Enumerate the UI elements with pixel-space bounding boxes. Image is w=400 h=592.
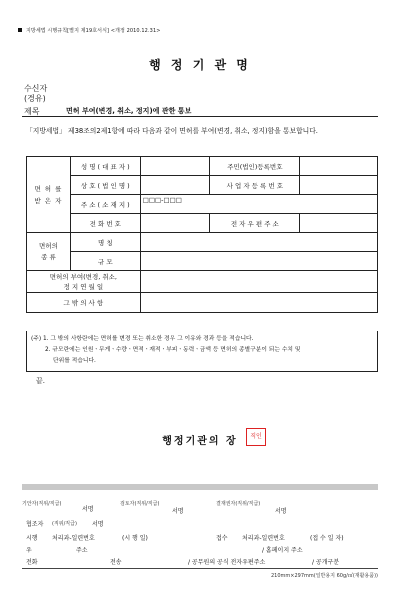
receive-date: (접 수 일 자) <box>310 535 344 542</box>
business-number-label: 사 업 자 등 록 번 호 <box>210 176 300 195</box>
phone-label: 전 화 번 호 <box>70 214 140 233</box>
license-name-label: 명 칭 <box>70 233 140 252</box>
cooperator-sign: 서명 <box>92 521 104 528</box>
recipient-group-label: 면 허 를 받 은 자 <box>27 157 71 233</box>
grant-date-label: 면허의 부여(변경, 취소, 정 지 연 월 일 <box>27 271 141 293</box>
id-number-value[interactable] <box>300 157 378 176</box>
issuer-name: 행정기관의 장 <box>162 436 238 447</box>
address-label: 주 소 ( 소 재 지 ) <box>70 195 140 214</box>
cooperator-label: 협조자 <box>26 521 44 528</box>
email-value[interactable] <box>300 214 378 233</box>
note-line-1: (주) 1. 그 밖의 사항란에는 면허를 변경 또는 취소한 경우 그 이유와 경과 등을 적습니다. <box>31 336 254 342</box>
license-name-value[interactable] <box>140 233 377 252</box>
license-info-table <box>26 156 378 313</box>
license-scale-label: 규 모 <box>70 252 140 271</box>
license-scale-value[interactable] <box>140 252 377 271</box>
email-label: 전 자 우 편 주 소 <box>210 214 300 233</box>
enforce-date: (시 행 일) <box>122 535 148 542</box>
fax-label: 전송 <box>110 559 122 566</box>
business-number-value[interactable] <box>300 176 378 195</box>
subject-divider <box>22 116 378 117</box>
note-line-3: 단위를 적습니다. <box>53 358 96 364</box>
receive-label: 접수 <box>216 535 228 542</box>
form-header-note: 지방세법 시행규칙[별지 제19호서식] <개정 2010.12.31> <box>18 27 161 34</box>
notes-box <box>26 331 378 372</box>
trade-name-label: 상 호 ( 법 인 명 ) <box>70 176 140 195</box>
receive-number: 처리과-일련번호 <box>242 535 285 542</box>
intro-paragraph: 「지방세법」 제38조의2제1항에 따라 다음과 같이 면허를 부여(변경, 취소, 정지)함을 통보합니다. <box>26 127 318 135</box>
footer-rule <box>22 568 378 569</box>
subject-label: 제목 <box>24 107 40 116</box>
end-mark: 끝. <box>36 377 45 385</box>
reviewer-label: 검토자(직위/직급) <box>120 501 160 507</box>
approver-sign: 서명 <box>275 508 287 515</box>
disclosure-label: / 공개구분 <box>312 559 340 566</box>
reviewer-sign: 서명 <box>172 508 184 515</box>
approver-label: 결재권자(직위/직급) <box>216 501 261 507</box>
grant-date-value[interactable] <box>140 271 377 293</box>
id-number-label: 주민(법인)등록번호 <box>210 157 300 176</box>
drafter-label: 기안자(직위/직급) <box>22 501 62 507</box>
enforce-label: 시행 <box>26 535 38 542</box>
official-email-label: / 공무원의 공식 전자우편주소 <box>188 559 266 566</box>
bullet-square-icon <box>18 28 22 32</box>
address-footer-label: 주소 <box>76 547 88 554</box>
homepage-label: / 홈페이지 주소 <box>262 547 303 554</box>
official-seal-stamp: 직인 <box>246 428 266 446</box>
enforce-number: 처리과-일련번호 <box>52 535 95 542</box>
other-matters-label: 그 밖 의 사 항 <box>27 293 141 313</box>
subject-value: 면허 부여(변경, 취소, 정지)에 관한 통보 <box>66 107 192 115</box>
via-label: (경유) <box>24 94 46 103</box>
postal-code-label: 우 <box>26 547 32 554</box>
page-title: 행 정 기 관 명 <box>149 58 251 72</box>
paper-spec: 210mm×297mm(일반용지 60g/㎡(재활용품)) <box>270 573 378 579</box>
cooperator-sub: (직위/직급) <box>52 521 77 527</box>
name-label: 성 명 ( 대 표 자 ) <box>70 157 140 176</box>
trade-name-value[interactable] <box>140 176 210 195</box>
name-value[interactable] <box>140 157 210 176</box>
other-matters-value[interactable] <box>140 293 377 313</box>
address-value[interactable]: □□□-□□□ <box>140 195 377 214</box>
note-line-2: 2. 규모란에는 인원ㆍ무게ㆍ수량ㆍ면적ㆍ재적ㆍ부피ㆍ동력ㆍ금액 등 면허의 종별구분이 되는 수치 및 <box>45 347 301 353</box>
recipient-label: 수신자 <box>24 84 48 93</box>
phone-footer-label: 전화 <box>26 559 38 566</box>
phone-value[interactable] <box>140 214 210 233</box>
license-type-label: 면허의 종 류 <box>27 233 71 271</box>
approval-divider-bar <box>22 484 378 490</box>
drafter-sign: 서명 <box>82 506 94 513</box>
